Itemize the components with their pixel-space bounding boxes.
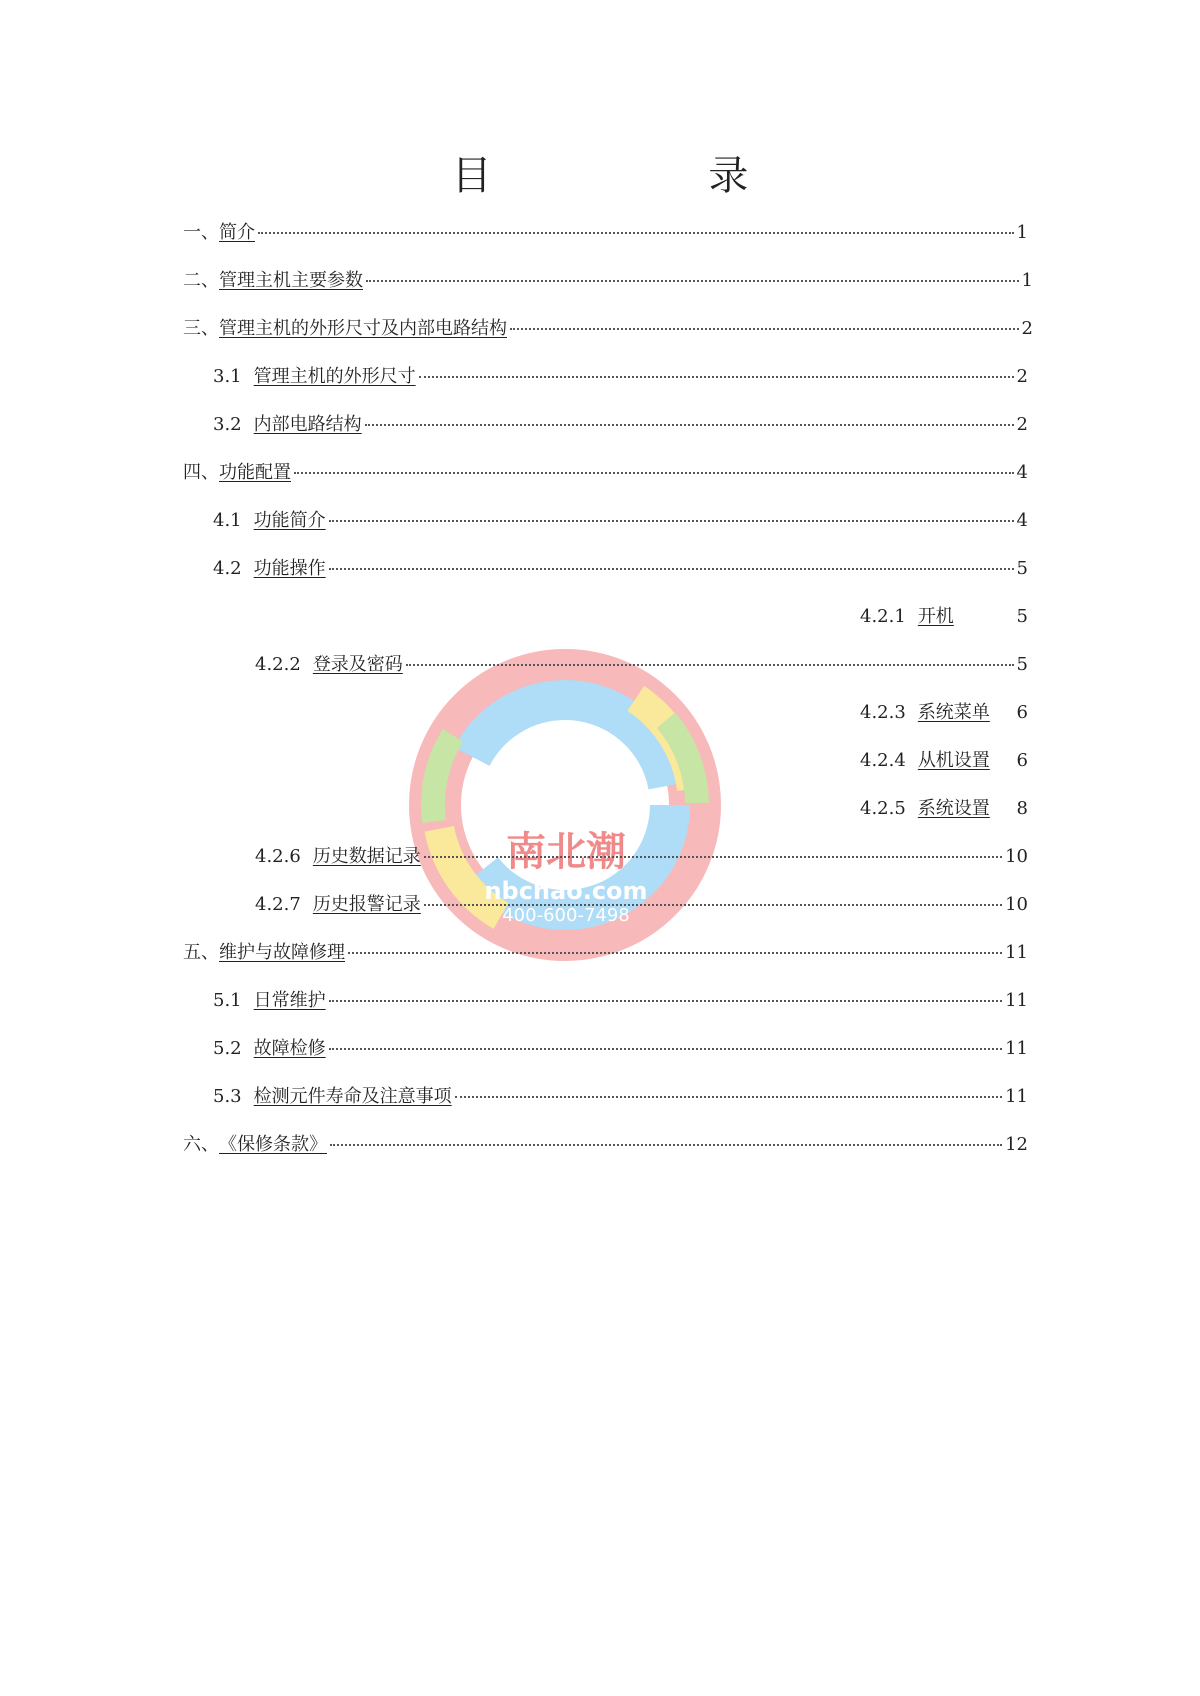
toc-entry-link[interactable]: 故障检修 xyxy=(253,1038,326,1059)
toc-entry-number: 5.1 xyxy=(213,990,242,1011)
toc-entry-page: 2 xyxy=(1021,318,1033,339)
toc-leader xyxy=(365,423,1014,426)
toc-entry-number: 5.2 xyxy=(213,1038,242,1059)
toc-entry-number: 4.2.7 xyxy=(255,894,301,915)
toc-entry[interactable] xyxy=(255,890,1028,920)
toc-leader xyxy=(406,663,1014,666)
toc-entry-link[interactable]: 管理主机的外形尺寸 xyxy=(253,366,416,387)
toc-entry-link[interactable]: 系统设置 xyxy=(917,798,990,819)
toc-entry[interactable] xyxy=(213,554,1028,584)
toc-entry-number: 4.2.2 xyxy=(255,654,301,675)
toc-entry-page: 8 xyxy=(1016,798,1028,819)
toc-leader xyxy=(419,375,1014,378)
toc-entry[interactable] xyxy=(860,794,1028,824)
toc-leader xyxy=(258,231,1014,234)
toc-entry[interactable] xyxy=(183,314,1033,344)
toc-entry-page: 11 xyxy=(1005,990,1028,1011)
toc-entry-link[interactable]: 维护与故障修理 xyxy=(219,942,345,963)
toc-entry-page: 1 xyxy=(1016,222,1028,243)
toc-entry-link[interactable]: 系统菜单 xyxy=(917,702,990,723)
page-title: 目 录 xyxy=(451,153,851,199)
toc-leader xyxy=(366,279,1019,282)
toc-entry[interactable] xyxy=(255,842,1028,872)
toc-entry-link[interactable]: 从机设置 xyxy=(917,750,990,771)
toc-entry[interactable] xyxy=(213,506,1028,536)
toc-entry[interactable] xyxy=(860,602,1028,632)
toc-entry-page: 10 xyxy=(1005,846,1028,867)
toc-leader xyxy=(329,999,1002,1002)
toc-entry-page: 5 xyxy=(1016,558,1028,579)
toc-entry-link[interactable]: 功能简介 xyxy=(253,510,326,531)
toc-entry-link[interactable]: 功能操作 xyxy=(253,558,326,579)
toc-entry-link[interactable]: 内部电路结构 xyxy=(253,414,362,435)
toc-entry-number: 4.2.4 xyxy=(860,750,906,771)
toc-entry-number: 5.3 xyxy=(213,1086,242,1107)
toc-entry-number: 四、 xyxy=(183,462,219,483)
toc-leader xyxy=(510,327,1019,330)
toc-entry[interactable] xyxy=(213,1082,1028,1112)
toc-entry[interactable] xyxy=(213,986,1028,1016)
toc-entry-page: 11 xyxy=(1005,942,1028,963)
toc-entry[interactable] xyxy=(860,746,1028,776)
toc-entry-number: 三、 xyxy=(183,318,219,339)
toc-entry[interactable] xyxy=(213,1034,1028,1064)
toc-entry-number: 4.2.3 xyxy=(860,702,906,723)
toc-entry-link[interactable]: 功能配置 xyxy=(219,462,291,483)
toc-leader xyxy=(329,1047,1002,1050)
watermark-phone: 400-600-7498 xyxy=(502,905,630,926)
toc-entry-page: 6 xyxy=(1016,750,1028,771)
toc-entry-link[interactable]: 日常维护 xyxy=(253,990,326,1011)
toc-entry-link[interactable]: 简介 xyxy=(219,222,255,243)
toc-entry-number: 4.2 xyxy=(213,558,242,579)
toc-entry-link[interactable]: 检测元件寿命及注意事项 xyxy=(253,1086,452,1107)
toc-entry-number: 二、 xyxy=(183,270,219,291)
toc-entry-link[interactable]: 历史报警记录 xyxy=(312,894,421,915)
toc-entry-number: 4.2.6 xyxy=(255,846,301,867)
toc-entry-number: 3.2 xyxy=(213,414,242,435)
toc-entry-number: 六、 xyxy=(183,1134,219,1155)
toc-entry-page: 10 xyxy=(1005,894,1028,915)
toc-entry-page: 11 xyxy=(1005,1086,1028,1107)
watermark-site: nbchao.com xyxy=(484,877,648,905)
toc-entry-number: 4.1 xyxy=(213,510,242,531)
toc-leader xyxy=(294,471,1014,474)
toc-leader xyxy=(329,567,1014,570)
toc-entry-number: 4.2.5 xyxy=(860,798,906,819)
toc-leader xyxy=(455,1095,1002,1098)
toc-leader xyxy=(348,951,1002,954)
toc-entry-link[interactable]: 管理主机主要参数 xyxy=(219,270,363,291)
toc-entry-number: 五、 xyxy=(183,942,219,963)
toc-entry-page: 1 xyxy=(1021,270,1033,291)
toc-entry-number: 4.2.1 xyxy=(860,606,906,627)
toc-entry[interactable] xyxy=(213,410,1028,440)
toc-entry-page: 5 xyxy=(1016,606,1028,627)
toc-entry-link[interactable]: 历史数据记录 xyxy=(312,846,421,867)
watermark-brand: 南北潮 xyxy=(506,829,626,875)
toc-entry-number: 一、 xyxy=(183,222,219,243)
toc-entry[interactable] xyxy=(255,650,1028,680)
toc-entry[interactable] xyxy=(213,362,1028,392)
toc-entry-link[interactable]: 管理主机的外形尺寸及内部电路结构 xyxy=(219,318,507,339)
toc-entry-page: 5 xyxy=(1016,654,1028,675)
toc-entry-page: 2 xyxy=(1016,414,1028,435)
toc-entry-page: 12 xyxy=(1005,1134,1028,1155)
toc-entry-number: 3.1 xyxy=(213,366,242,387)
toc-entry[interactable] xyxy=(183,218,1028,248)
toc-entry[interactable] xyxy=(183,458,1028,488)
toc-entry-link[interactable]: 开机 xyxy=(917,606,954,627)
toc-leader xyxy=(424,903,1002,906)
toc-entry[interactable] xyxy=(860,698,1028,728)
toc-leader xyxy=(424,855,1002,858)
toc-leader xyxy=(330,1143,1002,1146)
toc-entry-link[interactable]: 登录及密码 xyxy=(312,654,403,675)
toc-entry-page: 2 xyxy=(1016,366,1028,387)
toc-entry[interactable] xyxy=(183,1130,1028,1160)
toc-entry-page: 4 xyxy=(1016,462,1028,483)
toc-entry-page: 6 xyxy=(1016,702,1028,723)
toc-entry[interactable] xyxy=(183,266,1033,296)
toc-entry-page: 4 xyxy=(1016,510,1028,531)
toc-entry[interactable] xyxy=(183,938,1028,968)
toc-leader xyxy=(329,519,1014,522)
toc-entry-page: 11 xyxy=(1005,1038,1028,1059)
toc-entry-link[interactable]: 《保修条款》 xyxy=(219,1134,327,1155)
